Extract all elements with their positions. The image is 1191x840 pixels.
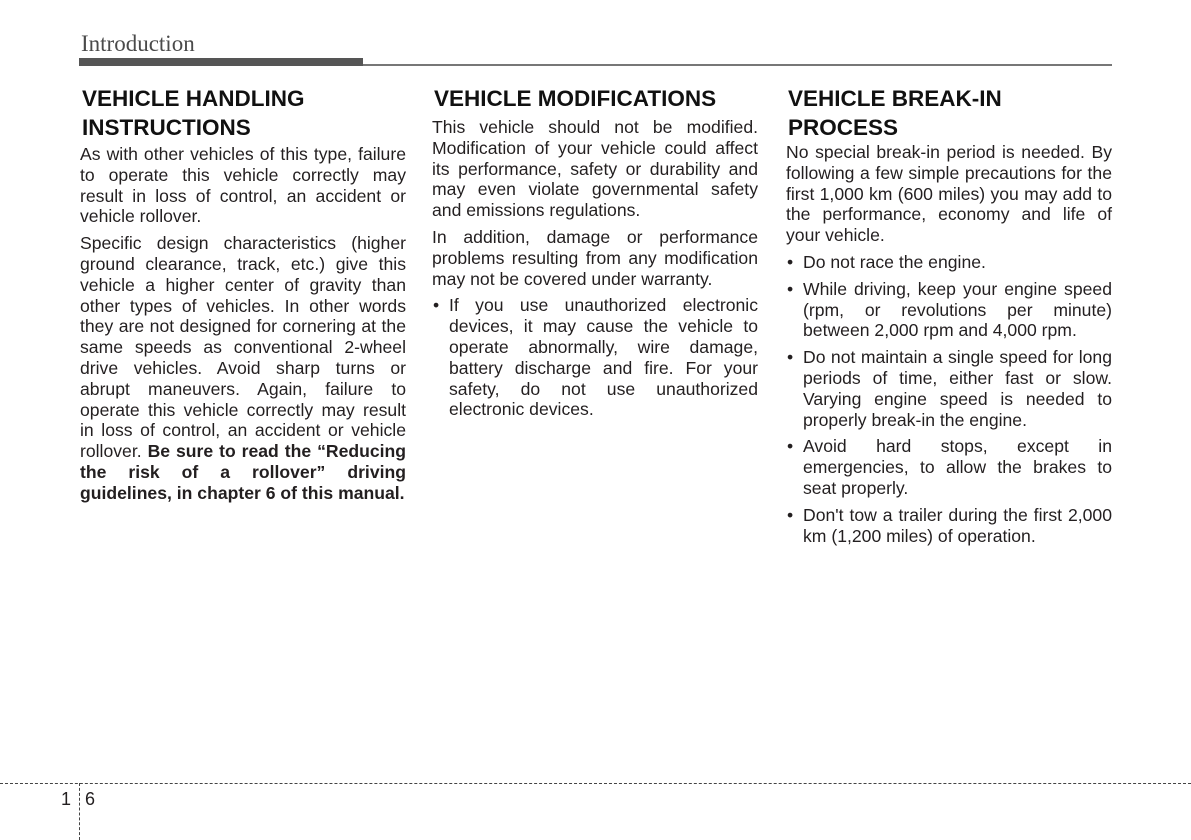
paragraph: As with other vehicles of this type, failure to operate this vehicle correctly may result in loss of control, an accident or vehicle rollover. [80,144,406,227]
page-number: 6 [85,789,96,809]
heading-break-in: VEHICLE BREAK-IN PROCESS [788,86,1002,140]
header-bar [79,58,363,66]
footer-divider [0,783,1191,784]
paragraph: This vehicle should not be modified. Modification of your vehicle could affect its performance, safety or durability and may even violate governmental safety and emissions regulations. [432,117,758,221]
list-item: • Don't tow a trailer during the first 2,000 km (1,200 miles) of operation. [786,505,1112,547]
column-break-in [786,84,1112,552]
paragraph-text: Specific design characteristics (higher ground clearance, track, etc.) give this vehicle a higher center of gravity than other types of vehicles. In other words they are not designed for cornering at the same speeds as conventional 2-wheel drive vehicles. Avoid sharp turns or abrupt maneuvers. Again, failure to operate this vehicle correctly may result in loss of control, an accident or vehicle rollover. [80,233,406,462]
paragraph: No special break-in period is needed. By following a few simple precautions for the first 1,000 km (600 miles) you may add to the performance, economy and life of your vehicle. [786,142,1112,246]
column-modifications [432,84,758,426]
paragraph [80,233,406,503]
heading-modifications: VEHICLE MODIFICATIONS [434,86,717,111]
list-item: • Do not maintain a single speed for long periods of time, either fast or slow. Varying engine speed is needed to properly break-in the engine. [786,347,1112,430]
footer-page-divider [79,783,80,840]
list-item: • While driving, keep your engine speed (rpm, or revolutions per minute) between 2,000 rpm and 4,000 rpm. [786,279,1112,341]
list-item: • Do not race the engine. [786,252,1112,273]
chapter-number: 1 [61,789,72,809]
rollover-warning: Be sure to read the “Reducing the risk of a rollover” driving guidelines, in chapter 6 of this manual. [80,441,407,503]
bullet-list [432,295,758,420]
bullet-list [786,252,1112,546]
list-item: • If you use unauthorized electronic devices, it may cause the vehicle to operate abnormally, wire damage, battery discharge and fire. For your safety, do not use unauthorized electronic devices. [432,295,758,420]
list-item: • Avoid hard stops, except in emergencies, to allow the brakes to seat properly. [786,436,1112,498]
paragraph: In addition, damage or performance problems resulting from any modification may not be covered under warranty. [432,226,758,289]
heading-handling: VEHICLE HANDLING INSTRUCTIONS [82,86,305,140]
header-rule [363,64,1112,66]
section-title: Introduction [81,31,195,56]
column-handling [80,84,406,510]
